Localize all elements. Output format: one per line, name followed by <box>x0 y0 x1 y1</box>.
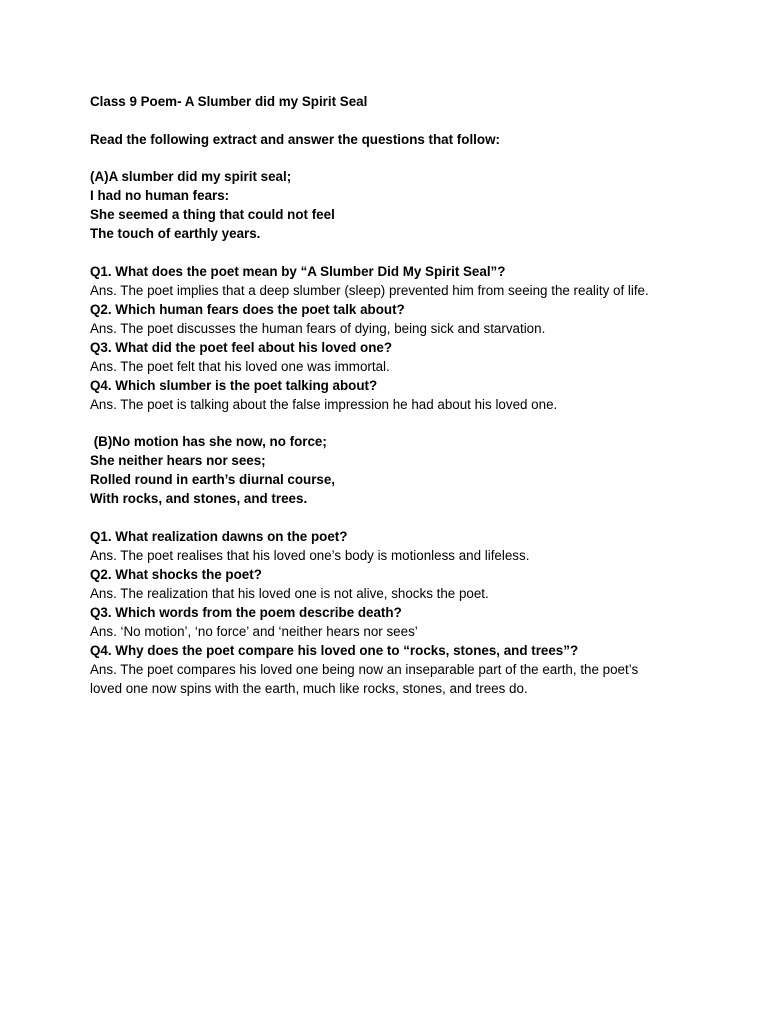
instruction-text: Read the following extract and answer the questions that follow: <box>90 131 500 147</box>
spacer <box>90 149 710 168</box>
stanza-line: She neither hears nor sees; <box>90 453 266 468</box>
document-page <box>90 92 710 698</box>
answer: Ans. The poet felt that his loved one was immortal. <box>90 358 390 374</box>
stanza-line: The touch of earthly years. <box>90 226 261 241</box>
answer: Ans. The poet realises that his loved one’s body is motionless and lifeless. <box>90 547 530 563</box>
spacer <box>90 243 710 262</box>
stanza-b <box>90 432 710 508</box>
question: Q3. What did the poet feel about his loved one? <box>90 339 393 355</box>
spacer <box>90 111 710 130</box>
spacer <box>90 414 710 433</box>
question: Q4. Why does the poet compare his loved one to “rocks, stones, and trees”? <box>90 642 579 658</box>
stanza-line: (A)A slumber did my spirit seal; <box>90 169 292 184</box>
stanza-line: She seemed a thing that could not feel <box>90 207 335 222</box>
stanza-line: (B)No motion has she now, no force; <box>90 434 327 449</box>
answer: Ans. The poet implies that a deep slumber (sleep) prevented him from seeing the reality of life. <box>90 282 649 298</box>
answer: Ans. The poet is talking about the false impression he had about his loved one. <box>90 396 558 412</box>
page-title: Class 9 Poem- A Slumber did my Spirit Seal <box>90 94 368 109</box>
answer: Ans. The poet discusses the human fears of dying, being sick and starvation. <box>90 320 546 336</box>
question: Q2. Which human fears does the poet talk about? <box>90 301 405 317</box>
answer: Ans. The realization that his loved one is not alive, shocks the poet. <box>90 585 489 601</box>
question: Q2. What shocks the poet? <box>90 566 262 582</box>
qa-list-a <box>90 262 710 414</box>
qa-list-b <box>90 527 710 698</box>
question: Q4. Which slumber is the poet talking about? <box>90 377 378 393</box>
stanza-line: Rolled round in earth’s diurnal course, <box>90 472 336 487</box>
question: Q1. What realization dawns on the poet? <box>90 528 348 544</box>
stanza-line: With rocks, and stones, and trees. <box>90 491 308 506</box>
answer-continued: loved one now spins with the earth, much like rocks, stones, and trees do. <box>90 680 528 696</box>
stanza-line: I had no human fears: <box>90 188 230 203</box>
answer: Ans. ‘No motion’, ‘no force’ and ‘neither hears nor sees’ <box>90 623 418 639</box>
question: Q1. What does the poet mean by “A Slumber Did My Spirit Seal”? <box>90 263 506 279</box>
question: Q3. Which words from the poem describe death? <box>90 604 402 620</box>
stanza-a <box>90 167 710 243</box>
spacer <box>90 508 710 527</box>
answer: Ans. The poet compares his loved one being now an inseparable part of the earth, the poet’s <box>90 661 639 677</box>
